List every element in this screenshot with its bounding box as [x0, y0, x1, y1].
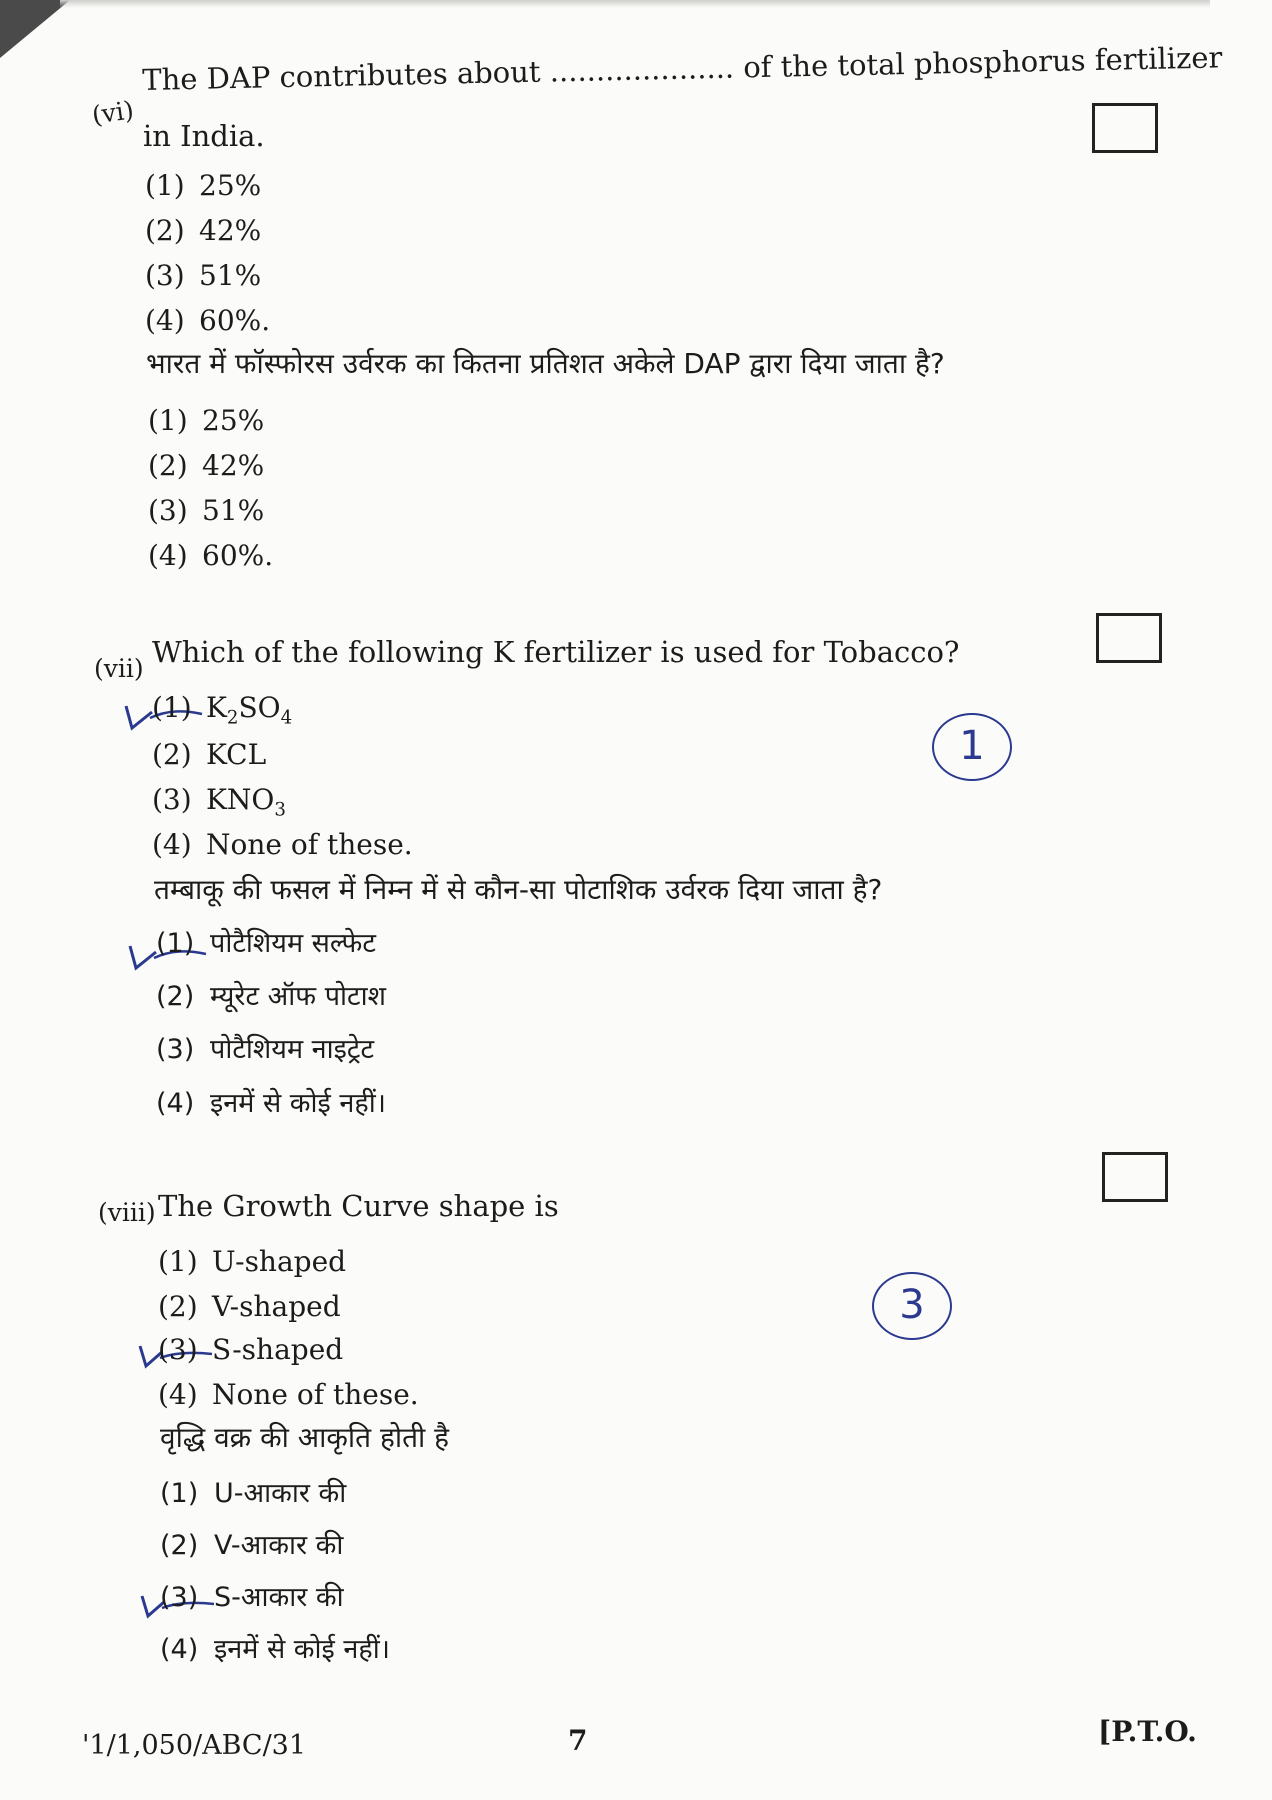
handwritten-answer-circle: 1	[932, 713, 1012, 781]
option-4: (4) None of these.	[152, 828, 413, 861]
question-number: (vi)	[90, 95, 136, 130]
option-3: (3) 51%	[145, 259, 262, 292]
option-3: (3) $KNO_3$	[152, 783, 286, 821]
page-top-shadow	[60, 0, 1210, 8]
option-2: (2) KCL	[152, 738, 267, 771]
question-stem: Which of the following K fertilizer is used for Tobacco?	[152, 635, 960, 669]
page-number: 7	[568, 1724, 588, 1757]
paper-code: '1/1,050/ABC/31	[82, 1730, 307, 1761]
question-stem-hindi: वृद्धि वक्र की आकृति होती है	[160, 1421, 450, 1454]
option-1: (1) $K_2SO_4$	[152, 691, 293, 729]
page-corner-fold	[0, 0, 70, 58]
option-2: (2) V-shaped	[158, 1290, 341, 1323]
option-1: (1) U-shaped	[158, 1245, 347, 1278]
option-hindi-3: (3) S-आकार की	[160, 1582, 344, 1613]
option-2: (2) 42%	[145, 214, 262, 247]
option-hindi-3: (3) पोटैशियम नाइट्रेट	[156, 1034, 375, 1065]
please-turn-over: [P.T.O.	[1098, 1715, 1197, 1748]
option-hindi-4: (4) 60%.	[148, 539, 274, 572]
option-hindi-1: (1) U-आकार की	[160, 1478, 347, 1509]
question-number: (vii)	[94, 654, 144, 683]
answer-box[interactable]	[1092, 103, 1158, 153]
option-1: (1) 25%	[145, 169, 262, 202]
question-stem-line2: in India.	[143, 119, 265, 153]
option-hindi-2: (2) V-आकार की	[160, 1530, 344, 1561]
answer-box[interactable]	[1096, 613, 1162, 663]
question-stem-hindi: भारत में फॉस्फोरस उर्वरक का कितना प्रतिशत अकेले DAP द्वारा दिया जाता है?	[146, 347, 945, 380]
option-hindi-4: (4) इनमें से कोई नहीं।	[160, 1634, 390, 1665]
option-hindi-1: (1) 25%	[148, 404, 265, 437]
answer-box[interactable]	[1102, 1152, 1168, 1202]
handwritten-answer-circle: 3	[872, 1272, 952, 1340]
option-hindi-4: (4) इनमें से कोई नहीं।	[156, 1088, 386, 1119]
option-4: (4) None of these.	[158, 1378, 419, 1411]
question-stem-line1: The DAP contributes about .................... of the total phosphorus fertilizer	[141, 40, 1223, 97]
question-number: (viii)	[98, 1198, 156, 1227]
question-stem: The Growth Curve shape is	[158, 1189, 559, 1223]
question-stem-hindi: तम्बाकू की फसल में निम्न में से कौन-सा पोटाशिक उर्वरक दिया जाता है?	[154, 873, 883, 906]
option-hindi-1: (1) पोटैशियम सल्फेट	[156, 928, 376, 959]
option-3: (3) S-shaped	[158, 1333, 344, 1366]
option-hindi-2: (2) म्यूरेट ऑफ पोटाश	[156, 981, 386, 1012]
option-hindi-3: (3) 51%	[148, 494, 265, 527]
option-4: (4) 60%.	[145, 304, 271, 337]
option-hindi-2: (2) 42%	[148, 449, 265, 482]
